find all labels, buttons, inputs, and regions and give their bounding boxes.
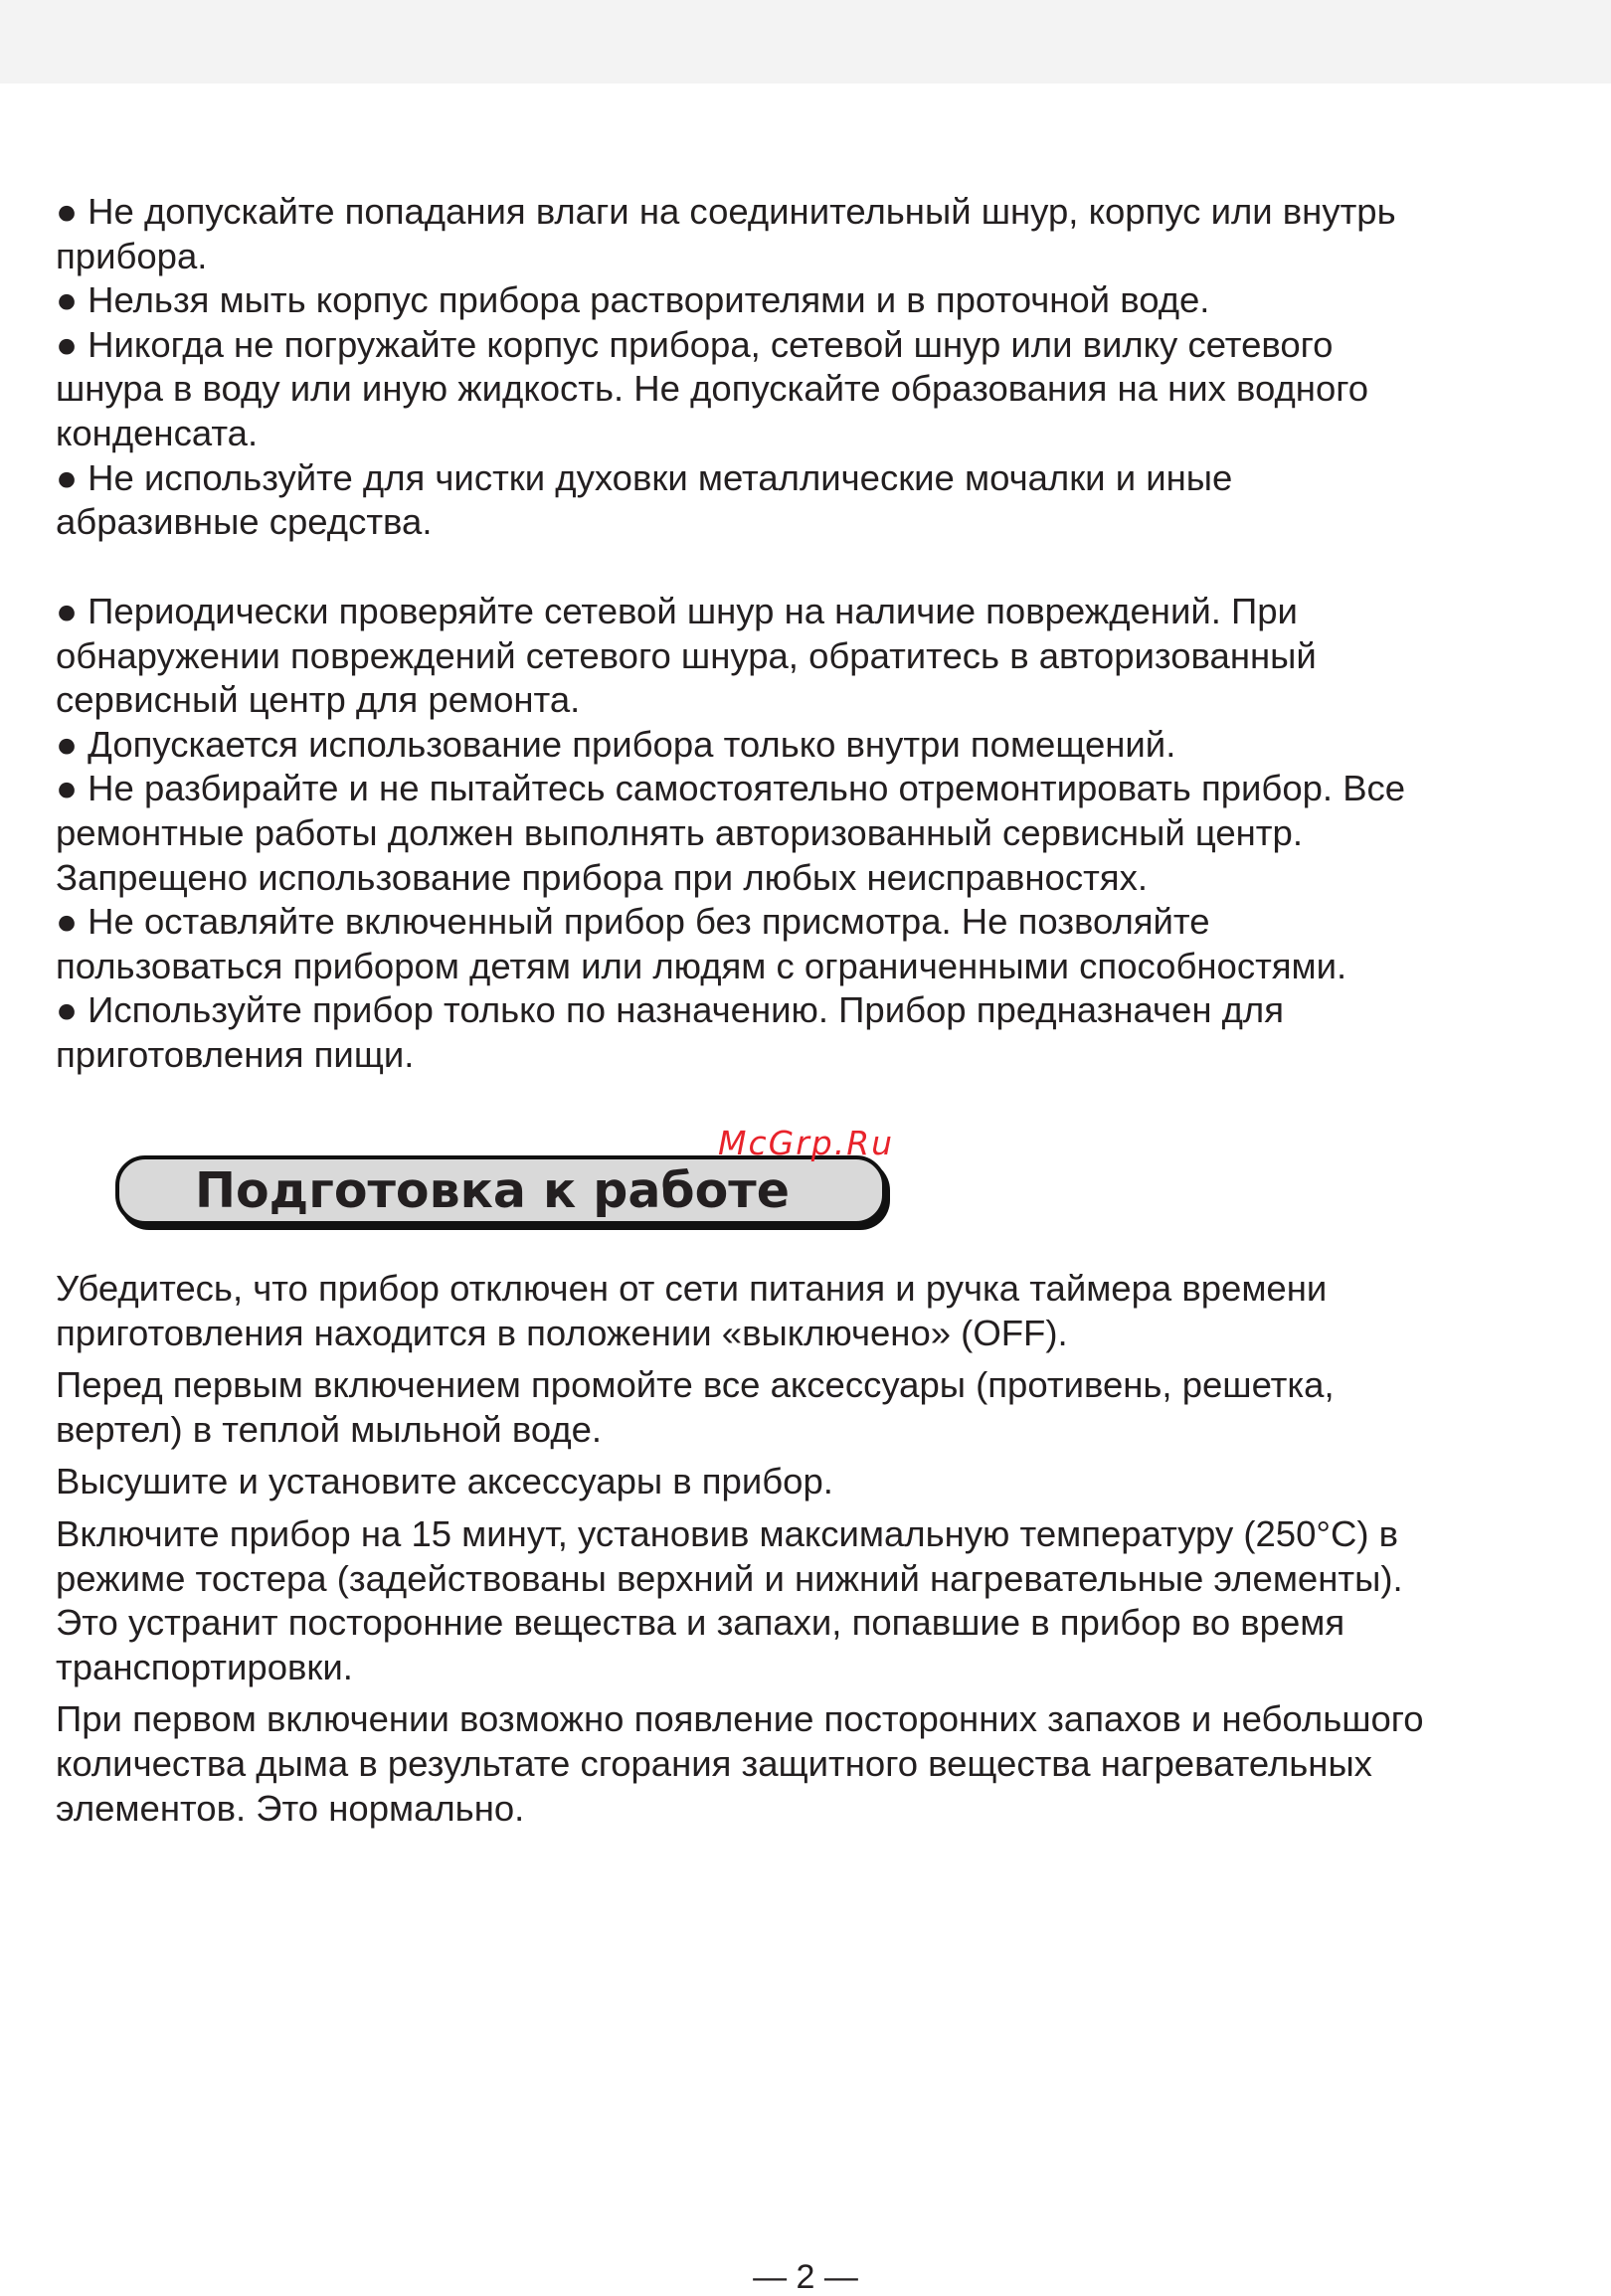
text-line: Включите прибор на 15 минут, установив максимальную температуру (250°С) в — [56, 1512, 1399, 1554]
text-line: ● Не оставляйте включенный прибор без присмотра. Не позволяйте — [56, 901, 1210, 943]
paragraph — [56, 1363, 1567, 1452]
text-line: количества дыма в результате сгорания защитного вещества нагревательных — [56, 1742, 1372, 1784]
text-line: ● Никогда не погружайте корпус прибора, сетевой шнур или вилку сетевого — [56, 323, 1334, 365]
preparation-instructions — [56, 1267, 1567, 1839]
text-line: Высушите и установите аксессуары в прибор. — [56, 1461, 833, 1502]
text-line: конденсата. — [56, 412, 259, 453]
paragraph — [56, 1267, 1567, 1355]
page-top-band — [0, 0, 1611, 84]
text-line: ● Периодически проверяйте сетевой шнур на наличие повреждений. При — [56, 591, 1298, 631]
text-line: транспортировки. — [56, 1646, 353, 1687]
text-line: Перед первым включением промойте все аксессуары (противень, решетка, — [56, 1364, 1335, 1406]
paragraph — [56, 1460, 1567, 1504]
paragraph — [56, 1697, 1567, 1831]
text-line: сервисный центр для ремонта. — [56, 679, 581, 721]
text-line: Убедитесь, что прибор отключен от сети питания и ручка таймера времени — [56, 1268, 1328, 1309]
text-line: ремонтные работы должен выполнять авторизованный сервисный центр. — [56, 811, 1303, 853]
text-line: обнаружении повреждений сетевого шнура, обратитесь в авторизованный — [56, 634, 1317, 676]
text-line: прибора. — [56, 235, 208, 276]
text-line: вертел) в теплой мыльной воде. — [56, 1408, 603, 1450]
text-line: Это устранит посторонние вещества и запахи, попавшие в прибор во время — [56, 1602, 1345, 1644]
text-line: режиме тостера (задействованы верхний и нижний нагревательные элементы). — [56, 1557, 1403, 1599]
text-line: шнура в воду или иную жидкость. Не допускайте образования на них водного — [56, 368, 1369, 410]
text-line: приготовления находится в положении «выключено» (OFF). — [56, 1312, 1068, 1353]
text-line: ● Используйте прибор только по назначению. Прибор предназначен для — [56, 989, 1284, 1031]
text-line: пользоваться прибором детям или людям с ограниченными способностями. — [56, 945, 1347, 986]
text-line: При первом включении возможно появление посторонних запахов и небольшого — [56, 1698, 1424, 1740]
text-line: ● Не используйте для чистки духовки металлические мочалки и иные — [56, 456, 1233, 498]
section-heading-title: Подготовка к работе — [195, 1162, 790, 1219]
text-line: ● Допускается использование прибора только внутри помещений. — [56, 723, 1176, 765]
safety-instructions-block-2 — [56, 590, 1567, 1078]
text-line: ● Нельзя мыть корпус прибора растворителями и в проточной воде. — [56, 279, 1210, 321]
page-number: — 2 — — [753, 2258, 858, 2296]
text-line: ● Не разбирайте и не пытайтесь самостоятельно отремонтировать прибор. Все — [56, 768, 1406, 809]
text-line: приготовления пищи. — [56, 1033, 415, 1075]
text-line: ● Не допускайте попадания влаги на соединительный шнур, корпус или внутрь — [56, 191, 1396, 232]
section-heading-box — [115, 1155, 886, 1225]
paragraph — [56, 1512, 1567, 1689]
text-line: Запрещено использование прибора при любых неисправностях. — [56, 856, 1148, 898]
text-line: абразивные средства. — [56, 501, 433, 543]
safety-instructions-block-1 — [56, 190, 1567, 545]
watermark: McGrp.Ru — [718, 1124, 895, 1162]
text-line: элементов. Это нормально. — [56, 1787, 525, 1829]
